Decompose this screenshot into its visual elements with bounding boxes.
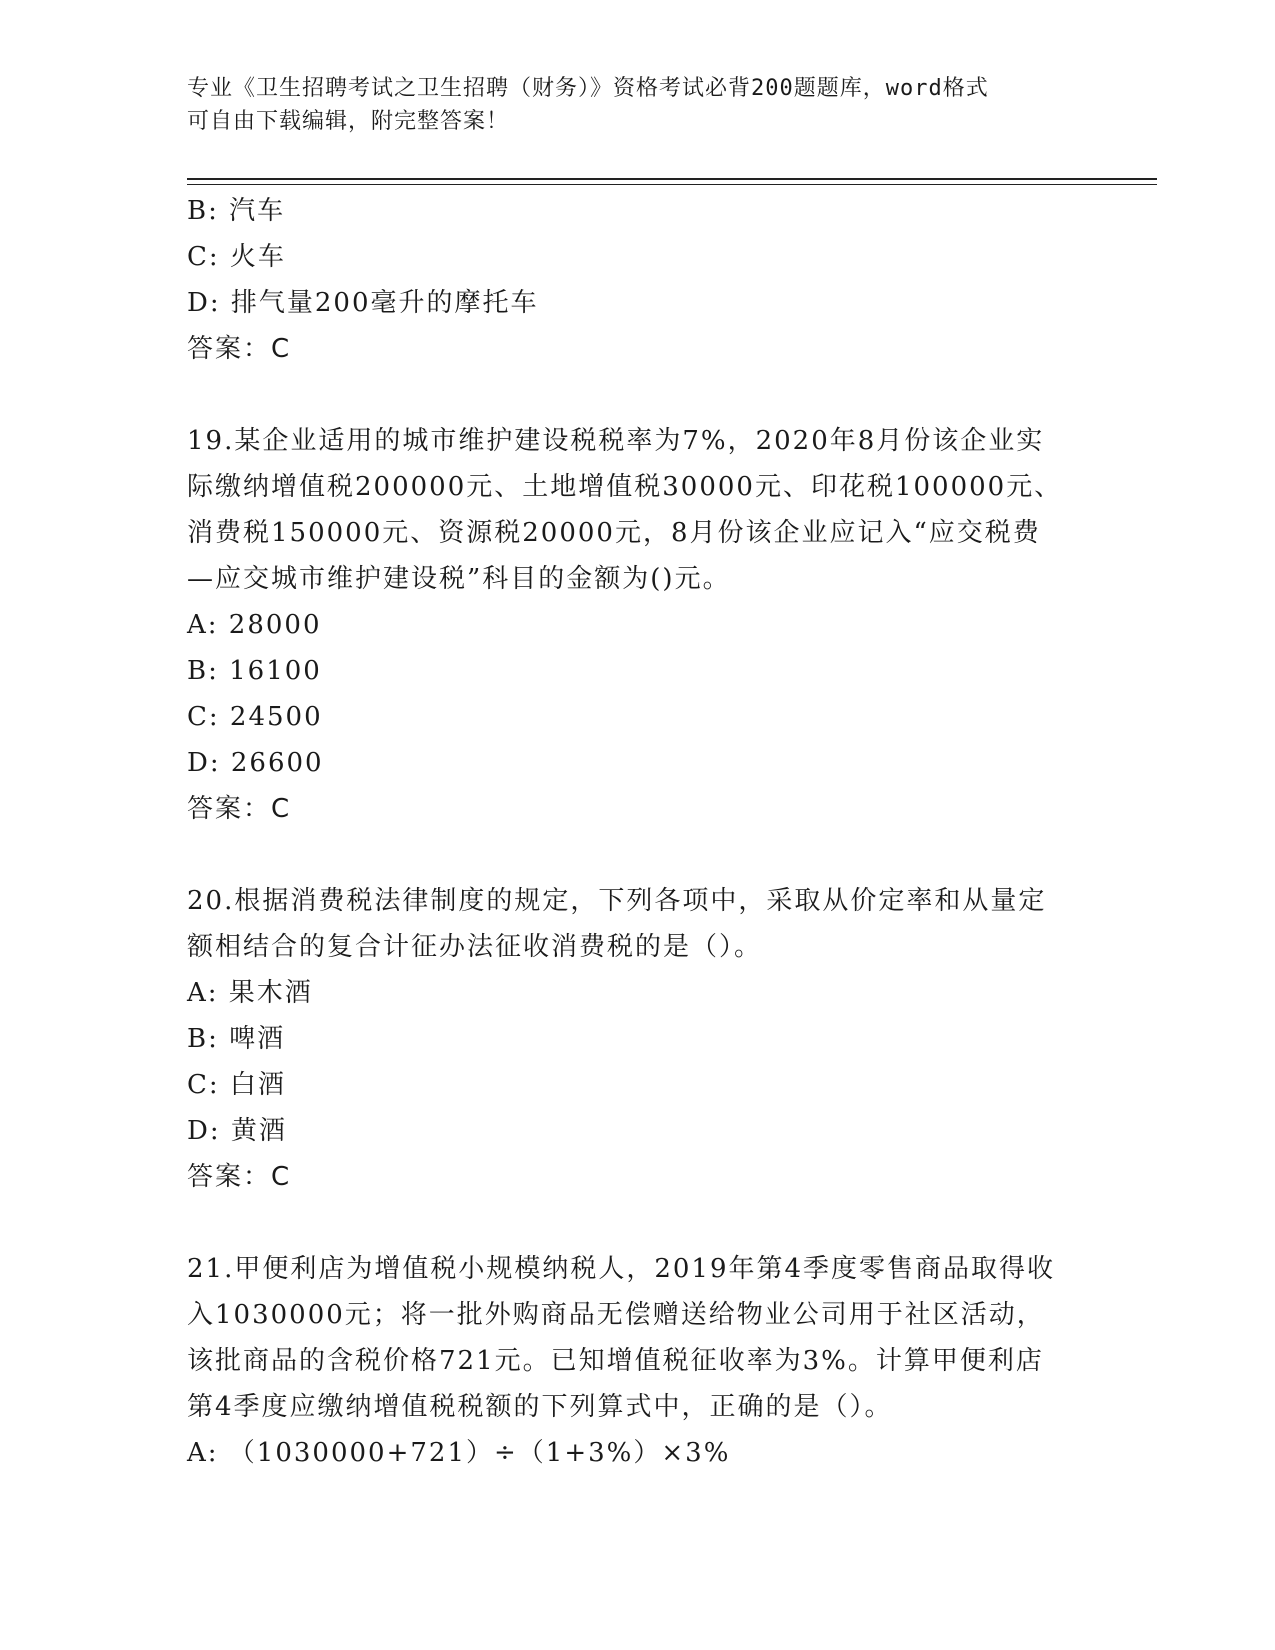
- question-stem: 消费税150000元、资源税20000元，8月份该企业应记入“应交税费: [187, 518, 1041, 548]
- question-stem: 该批商品的含税价格721元。已知增值税征收率为3%。计算甲便利店: [187, 1346, 1044, 1376]
- question-stem: 20.根据消费税法律制度的规定，下列各项中，采取从价定率和从量定: [187, 886, 1047, 916]
- answer: 答案：C: [187, 334, 292, 364]
- spacer: [187, 372, 1087, 418]
- option-c: C: 白酒: [187, 1070, 286, 1100]
- question-stem: 第4季度应缴纳增值税税额的下列算式中，正确的是（）。: [187, 1392, 893, 1422]
- question-18-partial: [187, 188, 1087, 372]
- option-b: B: 汽车: [187, 196, 286, 226]
- header-line-2: 可自由下载编辑，附完整答案！: [187, 109, 510, 134]
- question-content: [187, 188, 1087, 1476]
- option-a: A: （1030000+721）÷（1+3%）×3%: [187, 1438, 731, 1468]
- option-c: C: 火车: [187, 242, 286, 272]
- spacer: [187, 1200, 1087, 1246]
- option-b: B: 啤酒: [187, 1024, 286, 1054]
- question-19: [187, 418, 1087, 832]
- question-stem: 入1030000元；将一批外购商品无偿赠送给物业公司用于社区活动，: [187, 1300, 1045, 1330]
- option-a: A: 果木酒: [187, 978, 313, 1008]
- option-d: D: 26600: [187, 748, 324, 778]
- question-stem: 19.某企业适用的城市维护建设税税率为7%，2020年8月份该企业实: [187, 426, 1045, 456]
- question-20: [187, 878, 1087, 1200]
- question-stem: 21.甲便利店为增值税小规模纳税人，2019年第4季度零售商品取得收: [187, 1254, 1056, 1284]
- option-c: C: 24500: [187, 702, 323, 732]
- question-stem: 际缴纳增值税200000元、土地增值税30000元、印花税100000元、: [187, 472, 1063, 502]
- header-line-1: 专业《卫生招聘考试之卫生招聘（财务）》资格考试必背200题题库，word格式: [187, 76, 989, 101]
- answer: 答案：C: [187, 794, 292, 824]
- question-stem: 额相结合的复合计征办法征收消费税的是（）。: [187, 932, 763, 962]
- option-a: A: 28000: [187, 610, 322, 640]
- option-d: D: 排气量200毫升的摩托车: [187, 288, 539, 318]
- question-21: [187, 1246, 1087, 1476]
- document-header: [187, 72, 1087, 138]
- option-b: B: 16100: [187, 656, 322, 686]
- header-divider-thin: [187, 184, 1157, 185]
- spacer: [187, 832, 1087, 878]
- option-d: D: 黄酒: [187, 1116, 287, 1146]
- answer: 答案：C: [187, 1162, 292, 1192]
- header-divider-thick: [187, 178, 1157, 180]
- question-stem: —应交城市维护建设税”科目的金额为()元。: [187, 564, 731, 594]
